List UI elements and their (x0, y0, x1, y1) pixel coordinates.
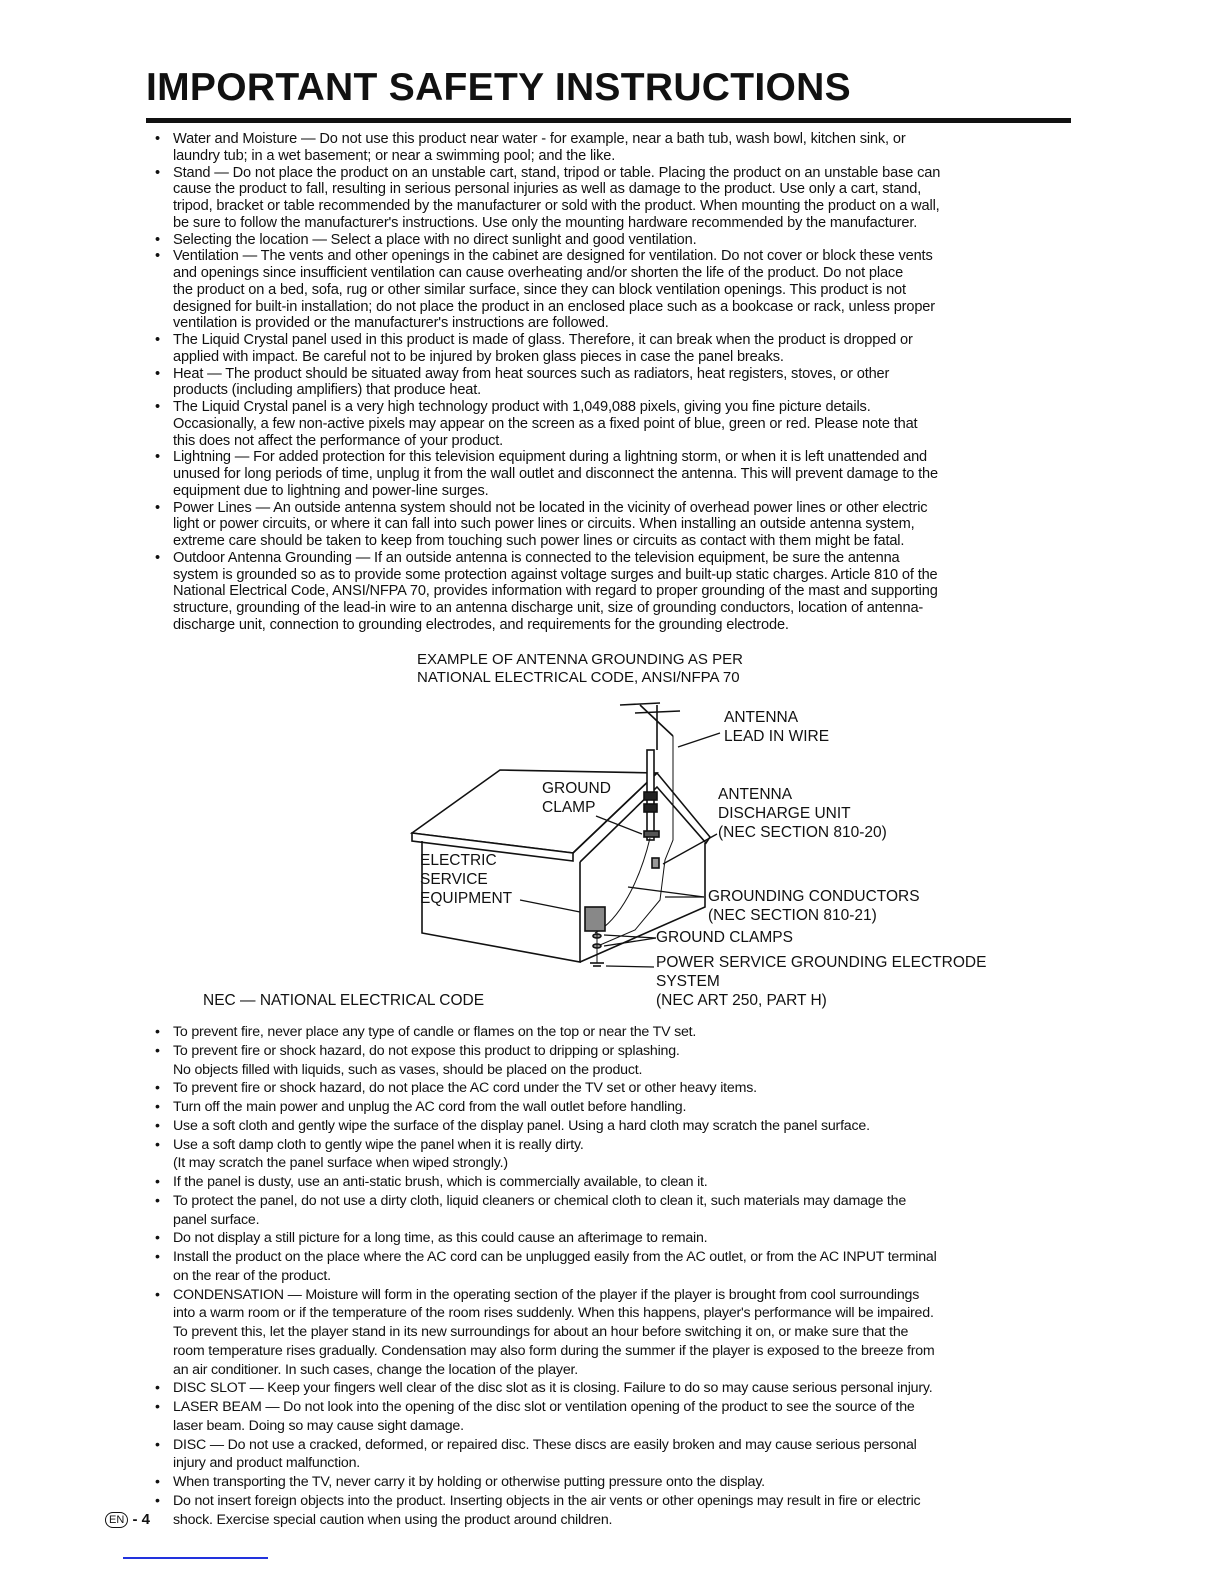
list-item-line: and openings since insufficient ventilation can cause overheating and/or shorten the life of the product. Do not place (173, 265, 904, 281)
list-item-line: discharge unit, connection to grounding electrodes, and requirements for the grounding electrode. (173, 616, 789, 633)
list-item-line: shock. Exercise special caution when using the product around children. (173, 1511, 613, 1528)
list-item-line: structure, grounding of the lead-in wire to an antenna discharge unit, size of grounding conductors, location of antenna- (173, 600, 924, 616)
list-item-line: • Stand — Do not place the product on an unstable cart, stand, tripod or table. Placing the product on an unstable base can (173, 164, 941, 181)
list-item-line: • Do not insert foreign objects into the product. Inserting objects in the air vents or other openings may result in fire or electric (173, 1492, 921, 1509)
list-item (155, 1023, 937, 1042)
list-item-line: • Do not display a still picture for a long time, as this could cause an afterimage to remain. (173, 1230, 708, 1247)
label-line: SERVICE (420, 871, 488, 888)
list-item-line: be sure to follow the manufacturer's instructions. Use only the mounting hardware recommended by the manufacturer. (173, 214, 918, 231)
list-item-line: designed for built-in installation; do not place the product in an enclosed place such as a bookcase or rack, unless proper (173, 298, 935, 315)
label-line: DISCHARGE UNIT (718, 805, 851, 822)
label-antenna-lead (724, 708, 829, 746)
list-item-line: • Use a soft damp cloth to gently wipe the panel when it is really dirty. (173, 1136, 584, 1153)
language-badge: EN (105, 1512, 128, 1528)
list-item-line: • Lightning — For added protection for this television equipment during a lightning storm, or when it is left unattended and (173, 449, 928, 466)
list-item-line: • To prevent fire or shock hazard, do not place the AC cord under the TV set or other heavy items. (173, 1080, 757, 1097)
list-item-line: • LASER BEAM — Do not look into the opening of the disc slot or ventilation opening of the product to see the source of the (173, 1399, 915, 1415)
list-item-line: • If the panel is dusty, use an anti-static brush, which is commercially available, to clean it. (173, 1174, 708, 1190)
label-line: SYSTEM (656, 973, 720, 990)
label-ground-clamps: GROUND CLAMPS (656, 929, 793, 946)
list-item-line: light or power circuits, or where it can fall into such power lines or circuits. When installing an outside antenna system, (173, 516, 915, 533)
list-item-line: • Ventilation — The vents and other openings in the cabinet are designed for ventilation. Do not cover or block these vents (173, 248, 933, 265)
label-line: GROUND (542, 780, 611, 797)
list-item-line: • DISC — Do not use a cracked, deformed, or repaired disc. These discs are easily broken and may cause serious personal (173, 1436, 917, 1453)
list-item-line: • Heat — The product should be situated away from heat sources such as radiators, heat registers, stoves, or other (173, 365, 890, 382)
label-line: ELECTRIC (420, 852, 497, 869)
list-item (155, 1117, 937, 1136)
list-item-line: an air conditioner. In such cases, change the location of the player. (173, 1361, 579, 1378)
list-item-line: laundry tub; in a wet basement; or near a swimming pool; and the like. (173, 147, 616, 164)
list-item-line: injury and product malfunction. (173, 1455, 361, 1472)
label-line: (NEC SECTION 810-21) (708, 907, 877, 924)
list-item-line: cause the product to fall, resulting in serious personal injuries as well as damage to the product. Use only a cart, stand, (173, 181, 922, 198)
list-item-line: tripod, bracket or table recommended by the manufacturer or sold with the product. When mounting the product on a wall, (173, 198, 940, 214)
list-item (155, 1398, 937, 1436)
label-line: ANTENNA (718, 786, 793, 803)
mast-clamp (644, 804, 657, 812)
antenna-element (620, 703, 660, 705)
list-item-line: unused for long periods of time, unplug it from the wall outlet and disconnect the antenna. This will prevent damage to the (173, 466, 938, 482)
list-item-line: laser beam. Doing so may cause sight damage. (173, 1417, 464, 1434)
label-line: ANTENNA (724, 709, 799, 726)
list-item-line: • To prevent fire or shock hazard, do not expose this product to dripping or splashing. (173, 1042, 680, 1059)
service-equipment-box (585, 907, 605, 931)
list-item (155, 1229, 937, 1248)
list-item (155, 1436, 937, 1474)
page-number (80, 1511, 150, 1528)
list-item-line: • Power Lines — An outside antenna system should not be located in the vicinity of overhead power lines or other electric (173, 499, 928, 516)
list-item (155, 1473, 937, 1492)
list-item-line: • DISC SLOT — Keep your fingers well clear of the disc slot as it is closing. Failure to do so may cause serious personal injury. (173, 1380, 933, 1397)
label-electrode (656, 953, 986, 1010)
lead-in-wire (600, 736, 673, 945)
list-item (155, 1079, 937, 1098)
list-item (155, 1136, 937, 1174)
list-item-line: equipment due to lightning and power-line surges. (173, 482, 489, 499)
list-item-line: • Turn off the main power and unplug the AC cord from the wall outlet before handling. (173, 1099, 687, 1115)
label-electric-service (420, 851, 512, 908)
list-item-line: National Electrical Code, ANSI/NFPA 70, provides information with regard to proper grounding of the mast and supporting (173, 583, 938, 600)
list-item-line: room temperature rises gradually. Condensation may also form during the summer if the player is exposed to the breeze from (173, 1342, 935, 1359)
page-number-text: - 4 (132, 1511, 150, 1528)
list-item-line: • The Liquid Crystal panel used in this product is made of glass. Therefore, it can break when the product is dropped or (173, 332, 913, 348)
list-item (155, 1492, 937, 1530)
list-item-line: • CONDENSATION — Moisture will form in the operating section of the player if the player is brought from cool surroundings (173, 1286, 920, 1303)
label-grounding-conductors (708, 887, 920, 925)
label-discharge-unit (718, 785, 887, 842)
ground-clamp-box (644, 831, 659, 837)
list-item-line: • When transporting the TV, never carry it by holding or otherwise putting pressure onto the display. (173, 1474, 765, 1490)
list-item-line: applied with impact. Be careful not to be injured by broken glass pieces in case the panel breaks. (173, 348, 784, 365)
list-item-line: • Outdoor Antenna Grounding — If an outside antenna is connected to the television equipment, be sure the antenna (173, 549, 900, 566)
list-item-line: • Water and Moisture — Do not use this product near water - for example, near a bath tub, wash bowl, kitchen sink, or (173, 131, 906, 147)
caption-line: NATIONAL ELECTRICAL CODE, ANSI/NFPA 70 (417, 669, 740, 686)
list-item-line: No objects filled with liquids, such as vases, should be placed on the product. (173, 1061, 643, 1078)
list-item-line: extreme care should be taken to keep from touching such power lines or circuits as contact with them might be fatal. (173, 533, 905, 549)
list-item-line: • To prevent fire, never place any type of candle or flames on the top or near the TV set. (173, 1024, 697, 1040)
list-item-line: To prevent this, let the player stand in its new surroundings for about an hour before switching it on, or make sure that the (173, 1324, 909, 1340)
list-item-line: • Use a soft cloth and gently wipe the surface of the display panel. Using a hard cloth may scratch the panel surface. (173, 1117, 870, 1134)
list-item-line: • The Liquid Crystal panel is a very high technology product with 1,049,088 pixels, giving you fine picture details. (173, 399, 871, 415)
list-item-line: products (including amplifiers) that produce heat. (173, 382, 482, 399)
list-item-line: this does not affect the performance of your product. (173, 432, 504, 449)
label-line: LEAD IN WIRE (724, 728, 830, 745)
footer-line (123, 1557, 268, 1559)
list-item-line: • Selecting the location — Select a place with no direct sunlight and good ventilation. (173, 231, 697, 248)
label-line: EQUIPMENT (420, 890, 513, 907)
list-item-line: • To protect the panel, do not use a dirty cloth, liquid cleaners or chemical cloth to clean it, such materials may damage the (173, 1192, 907, 1209)
discharge-unit (652, 858, 659, 868)
caption-line: EXAMPLE OF ANTENNA GROUNDING AS PER (417, 651, 743, 668)
list-item (155, 1098, 937, 1117)
list-item-line: • Install the product on the place where the AC cord can be unplugged easily from the AC outlet, or from the AC INPUT terminal (173, 1249, 937, 1265)
list-item-line: the product on a bed, sofa, rug or other similar surface, since they can block ventilation openings. This product is not (173, 281, 906, 298)
label-line: CLAMP (542, 799, 596, 816)
label-line: (NEC SECTION 810-20) (718, 824, 887, 841)
label-ground-clamp (542, 779, 611, 817)
list-item-line: (It may scratch the panel surface when wiped strongly.) (173, 1155, 508, 1172)
label-nec: NEC — NATIONAL ELECTRICAL CODE (203, 992, 485, 1009)
list-item-line: system is grounded so as to provide some protection against voltage surges and built-up static charges. Article 810 of the (173, 566, 938, 583)
label-line: (NEC ART 250, PART H) (656, 992, 827, 1009)
list-item-line: ventilation is provided or the manufacturer's instructions are followed. (173, 315, 609, 332)
mast-clamp (644, 792, 657, 800)
list-item-line: on the rear of the product. (173, 1267, 331, 1284)
list-item (155, 1173, 937, 1192)
list-item-line: Occasionally, a few non-active pixels may appear on the screen as a fixed point of blue, green or red. Please note that (173, 415, 918, 432)
list-item (155, 1042, 937, 1080)
list-item (155, 1286, 937, 1380)
label-line: POWER SERVICE GROUNDING ELECTRODE (656, 954, 987, 971)
list-item-line: panel surface. (173, 1211, 260, 1228)
label-line: GROUNDING CONDUCTORS (708, 888, 920, 905)
list-item (155, 1248, 937, 1286)
list-item (155, 1192, 937, 1230)
safety-list-bottom (155, 1023, 937, 1529)
list-item (155, 1379, 937, 1398)
page-title: IMPORTANT SAFETY INSTRUCTIONS (146, 66, 851, 109)
list-item-line: into a warm room or if the temperature of the room rises suddenly. When this happens, player's performance will be impaired. (173, 1305, 934, 1322)
